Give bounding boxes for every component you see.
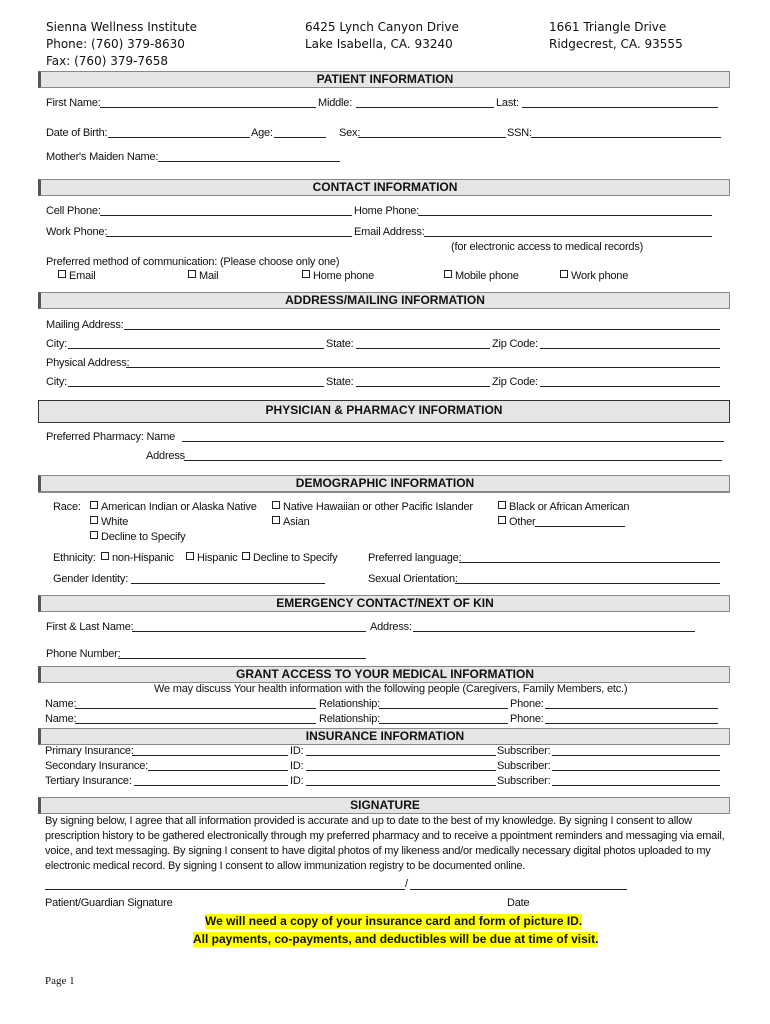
signature-label: Patient/Guardian Signature bbox=[45, 897, 173, 909]
signature-date-field[interactable] bbox=[410, 889, 627, 890]
age-label: Age: bbox=[251, 127, 273, 139]
mailing-zip-field[interactable] bbox=[540, 348, 720, 349]
address-2-street: 1661 Triangle Drive bbox=[549, 20, 667, 34]
race-other-field[interactable] bbox=[535, 526, 625, 527]
primary-subscriber-field[interactable] bbox=[552, 755, 720, 756]
ethnicity-option-hispanic[interactable] bbox=[186, 552, 238, 565]
grant-relationship-label-2: Relationship: bbox=[319, 713, 380, 725]
checkbox-icon bbox=[498, 516, 506, 524]
ssn-field[interactable] bbox=[531, 137, 721, 138]
option-label: Decline to Specify bbox=[101, 531, 186, 543]
home-phone-label: Home Phone: bbox=[354, 205, 420, 217]
middle-name-label: Middle: bbox=[318, 97, 353, 109]
option-label: Asian bbox=[283, 516, 310, 528]
maiden-name-label: Mother's Maiden Name: bbox=[46, 151, 159, 163]
option-label: Hispanic bbox=[197, 552, 238, 564]
grant-name-field-1[interactable] bbox=[75, 708, 316, 709]
checkbox-icon bbox=[242, 552, 250, 560]
address-1-city: Lake Isabella, CA. 93240 bbox=[305, 37, 453, 51]
option-label: Mail bbox=[199, 270, 219, 282]
primary-insurance-label: Primary Insurance: bbox=[45, 745, 134, 757]
pharmacy-name-field[interactable] bbox=[182, 441, 724, 442]
address-2-city: Ridgecrest, CA. 93555 bbox=[549, 37, 683, 51]
tertiary-subscriber-field[interactable] bbox=[552, 785, 720, 786]
ethnicity-option-non-hispanic[interactable] bbox=[101, 552, 174, 565]
grant-subtitle: We may discuss Your health information with the following people (Caregivers, Family Members, etc.) bbox=[154, 683, 628, 695]
section-address-info: ADDRESS/MAILING INFORMATION bbox=[38, 292, 730, 309]
grant-phone-label-1: Phone: bbox=[510, 698, 544, 710]
email-note: (for electronic access to medical records) bbox=[451, 241, 644, 253]
checkbox-icon bbox=[101, 552, 109, 560]
clinic-fax: Fax: (760) 379-7658 bbox=[46, 54, 168, 68]
work-phone-label: Work Phone: bbox=[46, 226, 108, 238]
grant-name-label-2: Name: bbox=[45, 713, 77, 725]
first-name-label: First Name: bbox=[46, 97, 101, 109]
physical-city-label: City: bbox=[46, 376, 68, 388]
primary-insurance-field[interactable] bbox=[132, 755, 288, 756]
section-emergency-contact: EMERGENCY CONTACT/NEXT OF KIN bbox=[38, 595, 730, 612]
section-patient-info: PATIENT INFORMATION bbox=[38, 71, 730, 88]
orientation-label: Sexual Orientation: bbox=[368, 573, 458, 585]
tertiary-id-field[interactable] bbox=[306, 785, 496, 786]
grant-phone-field-2[interactable] bbox=[545, 723, 718, 724]
option-label: Native Hawaiian or other Pacific Islander bbox=[283, 501, 473, 513]
emergency-phone-label: Phone Number: bbox=[46, 648, 121, 660]
grant-name-label-1: Name: bbox=[45, 698, 77, 710]
secondary-id-field[interactable] bbox=[306, 770, 496, 771]
option-label: Other bbox=[509, 516, 536, 528]
physical-address-field[interactable] bbox=[126, 367, 720, 368]
section-demographic: DEMOGRAPHIC INFORMATION bbox=[38, 475, 730, 492]
pharmacy-name-label: Preferred Pharmacy: Name bbox=[46, 431, 176, 443]
comm-option-mobile-phone[interactable] bbox=[444, 270, 519, 283]
checkbox-icon bbox=[90, 531, 98, 539]
clinic-name: Sienna Wellness Institute bbox=[46, 20, 198, 34]
language-field[interactable] bbox=[459, 562, 720, 563]
secondary-subscriber-label: Subscriber: bbox=[497, 760, 551, 772]
checkbox-icon bbox=[188, 270, 196, 278]
physical-state-field[interactable] bbox=[356, 386, 490, 387]
signature-field[interactable] bbox=[45, 889, 405, 890]
emergency-phone-field[interactable] bbox=[118, 658, 366, 659]
email-label: Email Address: bbox=[354, 226, 425, 238]
tertiary-insurance-field[interactable] bbox=[134, 785, 288, 786]
date-label: Date bbox=[507, 897, 530, 909]
race-option-american-indian[interactable] bbox=[90, 501, 257, 514]
secondary-subscriber-field[interactable] bbox=[552, 770, 720, 771]
grant-name-field-2[interactable] bbox=[75, 723, 316, 724]
primary-id-label: ID: bbox=[290, 745, 304, 757]
demographic-divider bbox=[38, 492, 730, 493]
ssn-label: SSN: bbox=[507, 127, 532, 139]
tertiary-subscriber-label: Subscriber: bbox=[497, 775, 551, 787]
consent-line-2: prescription history to be gathered electronically through my preferred pharmacy and to receive a ppointment reminders and messaging via email, bbox=[45, 830, 725, 842]
comm-option-email[interactable] bbox=[58, 270, 96, 283]
section-physician-pharmacy: PHYSICIAN & PHARMACY INFORMATION bbox=[38, 400, 730, 423]
section-grant-access: GRANT ACCESS TO YOUR MEDICAL INFORMATION bbox=[38, 666, 730, 683]
emergency-address-field[interactable] bbox=[413, 631, 695, 632]
mailing-state-field[interactable] bbox=[356, 348, 490, 349]
option-label: Email bbox=[69, 270, 96, 282]
page-number: Page 1 bbox=[45, 975, 75, 987]
work-phone-field[interactable] bbox=[106, 236, 352, 237]
home-phone-field[interactable] bbox=[418, 215, 712, 216]
ethnicity-label: Ethnicity: bbox=[53, 552, 96, 564]
primary-subscriber-label: Subscriber: bbox=[497, 745, 551, 757]
orientation-field[interactable] bbox=[455, 583, 720, 584]
option-label: American Indian or Alaska Native bbox=[101, 501, 257, 513]
maiden-name-field[interactable] bbox=[158, 161, 340, 162]
race-label: Race: bbox=[53, 501, 81, 513]
pharmacy-address-label: Address bbox=[146, 450, 185, 462]
checkbox-icon bbox=[560, 270, 568, 278]
race-option-native-hawaiian[interactable] bbox=[272, 501, 473, 514]
clinic-phone: Phone: (760) 379-8630 bbox=[46, 37, 185, 51]
checkbox-icon bbox=[90, 516, 98, 524]
notice-payments: All payments, co-payments, and deductibles will be due at time of visit. bbox=[193, 932, 599, 946]
grant-relationship-field-1[interactable] bbox=[379, 708, 508, 709]
secondary-insurance-label: Secondary Insurance: bbox=[45, 760, 149, 772]
mailing-address-field[interactable] bbox=[124, 329, 720, 330]
secondary-id-label: ID: bbox=[290, 760, 304, 772]
section-contact-info: CONTACT INFORMATION bbox=[38, 179, 730, 196]
checkbox-icon bbox=[272, 516, 280, 524]
tertiary-insurance-label: Tertiary Insurance: bbox=[45, 775, 132, 787]
secondary-insurance-field[interactable] bbox=[148, 770, 288, 771]
checkbox-icon bbox=[186, 552, 194, 560]
sex-field[interactable] bbox=[358, 137, 506, 138]
checkbox-icon bbox=[90, 501, 98, 509]
consent-line-1: By signing below, I agree that all information provided is accurate and up to date to the best of my knowledge. By signing I consent to allow bbox=[45, 815, 692, 827]
mailing-state-label: State: bbox=[326, 338, 354, 350]
mailing-address-label: Mailing Address: bbox=[46, 319, 124, 331]
address-1-street: 6425 Lynch Canyon Drive bbox=[305, 20, 459, 34]
comm-option-work-phone[interactable] bbox=[560, 270, 628, 283]
checkbox-icon bbox=[444, 270, 452, 278]
checkbox-icon bbox=[498, 501, 506, 509]
sex-label: Sex: bbox=[339, 127, 361, 139]
emergency-address-label: Address: bbox=[370, 621, 412, 633]
first-name-field[interactable] bbox=[100, 107, 316, 108]
physical-city-field[interactable] bbox=[68, 386, 324, 387]
notice-id-copy: We will need a copy of your insurance card and form of picture ID. bbox=[205, 914, 583, 928]
emergency-name-field[interactable] bbox=[132, 631, 366, 632]
comm-option-mail[interactable] bbox=[188, 270, 218, 283]
dob-label: Date of Birth: bbox=[46, 127, 108, 139]
race-option-decline[interactable] bbox=[90, 531, 185, 544]
consent-line-3: voice, and text messaging. By signing I consent to have digital photos of my likeness and/or medically necessary digital photos uploaded to my bbox=[45, 845, 711, 857]
physical-state-label: State: bbox=[326, 376, 354, 388]
email-field[interactable] bbox=[424, 236, 712, 237]
checkbox-icon bbox=[302, 270, 310, 278]
cell-phone-label: Cell Phone: bbox=[46, 205, 101, 217]
option-label: Home phone bbox=[313, 270, 374, 282]
mailing-city-field[interactable] bbox=[68, 348, 324, 349]
age-field[interactable] bbox=[274, 137, 326, 138]
comm-pref-label: Preferred method of communication: (Please choose only one) bbox=[46, 256, 340, 268]
physical-zip-label: Zip Code: bbox=[492, 376, 538, 388]
grant-phone-field-1[interactable] bbox=[545, 708, 718, 709]
grant-relationship-label-1: Relationship: bbox=[319, 698, 380, 710]
race-option-black[interactable] bbox=[498, 501, 629, 514]
grant-relationship-field-2[interactable] bbox=[379, 723, 508, 724]
physical-zip-field[interactable] bbox=[540, 386, 720, 387]
primary-id-field[interactable] bbox=[306, 755, 496, 756]
signature-slash: / bbox=[405, 878, 408, 890]
option-label: Black or African American bbox=[509, 501, 630, 513]
option-label: Mobile phone bbox=[455, 270, 519, 282]
option-label: non-Hispanic bbox=[112, 552, 174, 564]
emergency-name-label: First & Last Name: bbox=[46, 621, 134, 633]
cell-phone-field[interactable] bbox=[100, 215, 352, 216]
pharmacy-address-field[interactable] bbox=[184, 460, 722, 461]
comm-option-home-phone[interactable] bbox=[302, 270, 374, 283]
gender-field[interactable] bbox=[131, 583, 325, 584]
middle-name-field[interactable] bbox=[356, 107, 494, 108]
section-insurance: INSURANCE INFORMATION bbox=[38, 728, 730, 745]
option-label: Work phone bbox=[571, 270, 629, 282]
race-option-asian[interactable] bbox=[272, 516, 310, 529]
race-option-other[interactable] bbox=[498, 516, 536, 529]
checkbox-icon bbox=[58, 270, 66, 278]
option-label: Decline to Specify bbox=[253, 552, 338, 564]
mailing-zip-label: Zip Code: bbox=[492, 338, 538, 350]
dob-field[interactable] bbox=[108, 137, 250, 138]
checkbox-icon bbox=[272, 501, 280, 509]
option-label: White bbox=[101, 516, 129, 528]
last-name-field[interactable] bbox=[522, 107, 718, 108]
gender-label: Gender Identity: bbox=[53, 573, 129, 585]
consent-line-4: electronic medical record. By signing I consent to allow immunization registry to be documented online. bbox=[45, 860, 526, 872]
race-option-white[interactable] bbox=[90, 516, 128, 529]
last-name-label: Last: bbox=[496, 97, 519, 109]
language-label: Preferred language: bbox=[368, 552, 462, 564]
physical-address-label: Physical Address: bbox=[46, 357, 130, 369]
section-signature: SIGNATURE bbox=[38, 797, 730, 814]
ethnicity-option-decline[interactable] bbox=[242, 552, 337, 565]
tertiary-id-label: ID: bbox=[290, 775, 304, 787]
grant-phone-label-2: Phone: bbox=[510, 713, 544, 725]
mailing-city-label: City: bbox=[46, 338, 68, 350]
